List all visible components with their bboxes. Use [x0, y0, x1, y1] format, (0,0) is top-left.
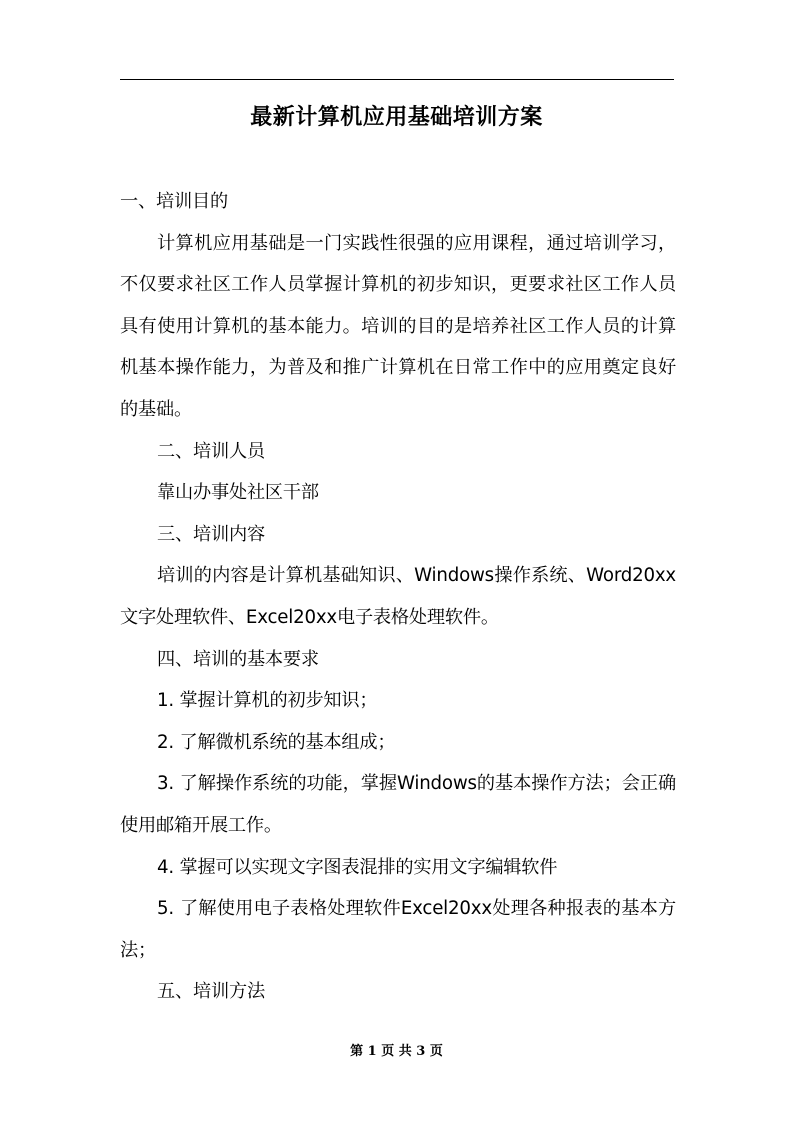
requirement-item-2: 2. 了解微机系统的基本组成；: [157, 731, 396, 753]
requirement-item-1: 1. 掌握计算机的初步知识；: [157, 690, 378, 712]
document-title: 最新计算机应用基础培训方案: [250, 105, 543, 130]
requirement-item-4: 4. 掌握可以实现文字图表混排的实用文字编辑软件: [157, 856, 558, 878]
document-body: [120, 181, 676, 1013]
requirement-item-3: 3. 了解操作系统的功能，掌握Windows的基本操作方法；会正确使用邮箱开展工作。: [120, 773, 676, 836]
requirement-item-5: 5. 了解使用电子表格处理软件Excel20xx处理各种报表的基本方法；: [120, 898, 676, 961]
heading-training-personnel: 二、培训人员: [157, 440, 265, 462]
header-rule: [120, 79, 674, 80]
heading-training-content: 三、培训内容: [157, 523, 265, 545]
paragraph-training-purpose: 计算机应用基础是一门实践性很强的应用课程，通过培训学习，不仅要求社区工作人员掌握计算机的初步知识，更要求社区工作人员具有使用计算机的基本能力。培训的目的是培养社区工作人员的计算机基本操作能力，为普及和推广计算机在日常工作中的应用奠定良好的基础。: [120, 232, 676, 420]
paragraph-training-personnel: 靠山办事处社区干部: [157, 482, 319, 504]
page-number: 第 1 页 共 3 页: [350, 1044, 443, 1059]
heading-basic-requirements: 四、培训的基本要求: [157, 648, 319, 670]
heading-training-purpose: 一、培训目的: [120, 191, 228, 212]
paragraph-training-content: 培训的内容是计算机基础知识、Windows操作系统、Word20xx文字处理软件、Excel20xx电子表格处理软件。: [120, 565, 676, 628]
heading-training-method: 五、培训方法: [157, 981, 265, 1003]
